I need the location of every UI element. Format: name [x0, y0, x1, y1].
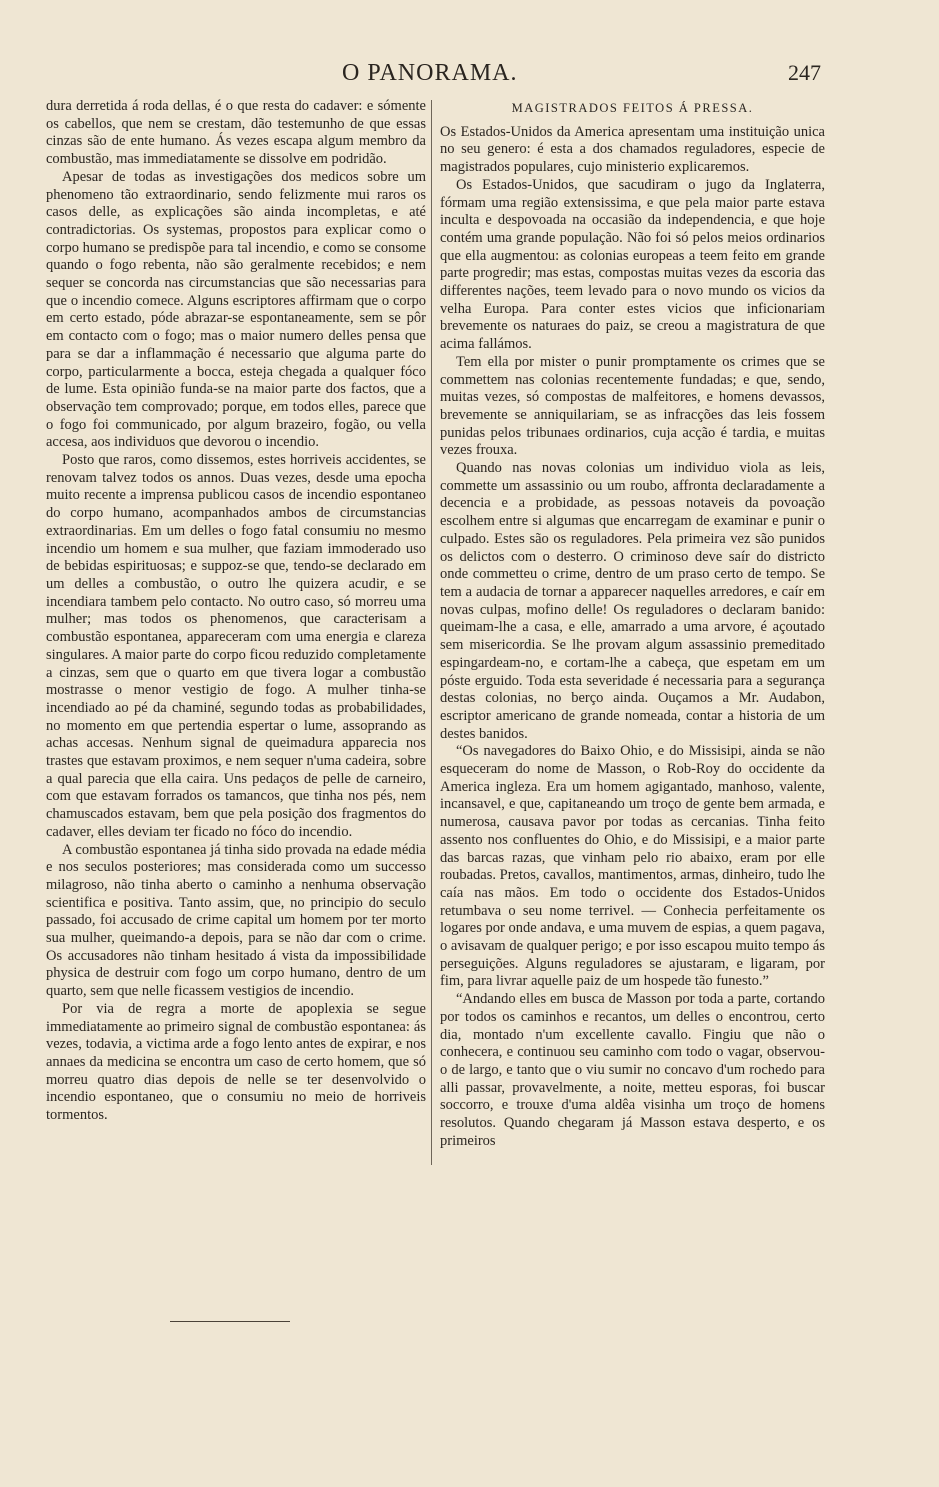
page-number: 247	[788, 60, 821, 85]
paragraph: A combustão espontanea já tinha sido provada na edade média e nos seculos posteriores; mas considerada como um successo milagroso, não tinha aberto o caminho a nenhuma observação scientifica e positiva. Tanto assim, que, no principio do seculo passado, foi accusado de crime capital um homem por ter morto sua mulher, queimando-a depois, para se não dar com o crime. Os accusadores não tinham hesitado á vista da impossibilidade physica de destruir com fogo um corpo humano, dentro de um quarto, sem que nelle ficassem vestigios de incendio.	[46, 841, 426, 1000]
column-divider	[431, 100, 432, 1165]
paragraph: dura derretida á roda dellas, é o que resta do cadaver: e sómente os cabellos, que nem se crestam, dão testemunho de que essas cinzas são de ente humano. Ás vezes escapa algum membro da combustão, mas immediatamente se dissolve em podridão.	[46, 98, 426, 168]
paragraph: Posto que raros, como dissemos, estes horriveis accidentes, se renovam talvez todos os annos. Duas vezes, desde uma epocha muito recente a imprensa publicou casos de incendio espontaneo do corpo humano, acompanhados ambos de circumstancias extraordinarias. Em um delles o fogo fatal consumiu no mesmo incendio um homem e sua mulher, que faziam immoderado uso de bebidas espirituosas; e suppoz-se que, tendo-se declarado em um delles a combustão, o outro lhe quizera acudir, e se incendiara tambem pelo contacto. No outro caso, só morreu uma mulher; mas todos os phenomenos, que caracterisam a combustão espontanea, appareceram com uma energia e clareza singulares. A maior parte do corpo ficou reduzido completamente a cinzas, sem que o quarto em que tivera logar a combustão mostrasse o menor vestigio de fogo. A mulher tinha-se incendiado ao pé da chaminé, segundo todas as probabilidades, no momento em que pertendia espertar o lume, assoprando as achas accesas. Nenhum signal de queimadura apparecia nos trastes que estavam proximos, e nem sequer n'uma cadeira, sobre a qual parecia que ella caira. Uns pedaços de pelle de carneiro, com que estavam forrados os tamancos, que tinha nos pés, nem chamuscados estavam, bem que pela posição dos fragmentos do cadaver, elles deviam ter ficado no fóco do incendio.	[46, 452, 426, 840]
article-end-rule	[170, 1321, 290, 1322]
paragraph: Os Estados-Unidos, que sacudiram o jugo da Inglaterra, fórmam uma região extensissima, e que pela maior parte estava inculta e despovoada na occasião da independencia, e que hoje contém uma grande população. Não foi só pelos meios ordinarios que ella augmentou: as colonias europeas a teem feito em grande parte progredir; mas estas, compostas muitas vezes da escoria das differentes nações, teem levado para o novo mundo os vicios da velha Europa. Para conter estes vicios que inficionariam brevemente os naturaes do paiz, se creou a magistratura de que acima fallámos.	[440, 176, 825, 353]
paragraph: Apesar de todas as investigações dos medicos sobre um phenomeno tão extraordinario, sendo felizmente mui raros os casos delle, as explicações são ainda incompletas, e até contradictorias. Os systemas, propostos para explicar como o corpo humano se predispõe para tal incendio, e como se consome quando o fogo rebenta, não são geralmente recebidos; e nem sequer se concorda nas circumstancias que são necessarias para que o incendio comece. Alguns escriptores affirmam que o corpo em certo estado, póde abrazar-se espontaneamente, sem se pôr em contacto com o fogo; mas o maior numero delles pensa que para se dar a inflammação é necessario que alguma parte do corpo, particularmente a bocca, esteja chegada a qualquer fóco de lume. Esta opinião funda-se na maior parte dos factos, que a observação tem comprovado; porque, em todos elles, parece que o fogo foi communicado, por algum brazeiro, fogão, ou vella accesa, aos individuos que devorou o incendio.	[46, 168, 426, 451]
paragraph: “Andando elles em busca de Masson por toda a parte, cortando por todos os caminhos e recantos, um delles o encontrou, certo dia, montado n'um excellente cavallo. Fingiu que não o conhecera, e continuou seu caminho com todo o vagar, observou-o de largo, e tanto que o viu sumir no concavo d'um rochedo para alli passar, provavelmente, a noite, metteu esporas, foi buscar soccorro, e trouxe d'uma aldêa visinha um troço de homens resolutos. Quando chegaram já Masson estava desperto, e os primeiros	[440, 991, 825, 1149]
journal-title: O PANORAMA.	[342, 60, 518, 86]
paragraph: Por via de regra a morte de apoplexia se segue immediatamente ao primeiro signal de combustão espontanea: ás vezes, todavia, a victima arde a fogo lento antes de expirar, e nos annaes da medicina se encontra um caso de certo homem, que só morreu quatro dias depois de nelle se ter desenvolvido o incendio espontaneo, que o consumiu no meio de horriveis tormentos.	[46, 1000, 426, 1124]
paragraph: Tem ella por mister o punir promptamente os crimes que se commettem nas colonias recentemente fundadas; e que, sendo, muitas vezes, só compostas de malfeitores, e homens devassos, brevemente se anniquilariam, se as infracções das leis fossem punidas pelos tribunaes ordinarios, cuja acção é tardia, e muitas vezes frouxa.	[440, 353, 825, 459]
paragraph: Quando nas novas colonias um individuo viola as leis, commette um assassinio ou um roubo, affronta declaradamente a decencia e a probidade, as pessoas notaveis da povoação escolhem entre si algumas que encarregam de examinar e punir o culpado. Estes são os reguladores. Pela primeira vez são punidos os delictos com o desterro. O criminoso deve saír do districto onde commetteu o crime, dentro de um praso certo de tempo. Se tem a audacia de tornar a apparecer naquelles arredores, e caír em novas culpas, mofino delle! Os reguladores o declaram banido: queimam-lhe a casa, e elle, amarrado a uma arvore, é açoutado sem misericordia. Se lhe provam algum assassinio premeditado espingardeam-no, e cortam-lhe a cabeça, que espetam em um póste erguido. Toda esta severidade é necessaria para a segurança destas colonias, no berço ainda. Ouçamos a Mr. Audabon, escriptor americano de grande nomeada, contar a historia de um destes banidos.	[440, 460, 825, 742]
left-column	[46, 98, 426, 1125]
section-title: MAGISTRADOS FEITOS Á PRESSA.	[511, 101, 754, 115]
paragraph: “Os navegadores do Baixo Ohio, e do Missisipi, ainda se não esqueceram do nome de Masson, o Rob-Roy do occidente da America ingleza. Era um homem agigantado, manhoso, valente, incansavel, e que, capitaneando um troço de gente bem armada, e numerosa, causava pavor por todas as cercanias. Tinha feito assento nos confluentes do Ohio, e do Missisipi, e a maior parte das barcas razas, que vinham pelo rio abaixo, eram por elle roubadas. Pretos, cavallos, mantimentos, armas, dinheiro, tudo lhe caía nas mãos. Em todo o occidente dos Estados-Unidos retumbava o seu nome terrivel. — Conhecia perfeitamente os logares por onde andava, e uma muvem de espias, a quem pagava, o avisavam de qualquer perigo; e por isso escapou muito tempo ás perseguições. Alguns reguladores se ajustaram, e ligaram, por fim, para livrar aquelle paiz de um hospede tão funesto.”	[440, 743, 825, 990]
paragraph: Os Estados-Unidos da America apresentam uma instituição unica no seu genero: é esta a dos chamados reguladores, especie de magistrados populares, cujo ministerio explicaremos.	[440, 123, 825, 176]
right-column	[440, 98, 825, 1150]
running-head	[0, 60, 939, 90]
